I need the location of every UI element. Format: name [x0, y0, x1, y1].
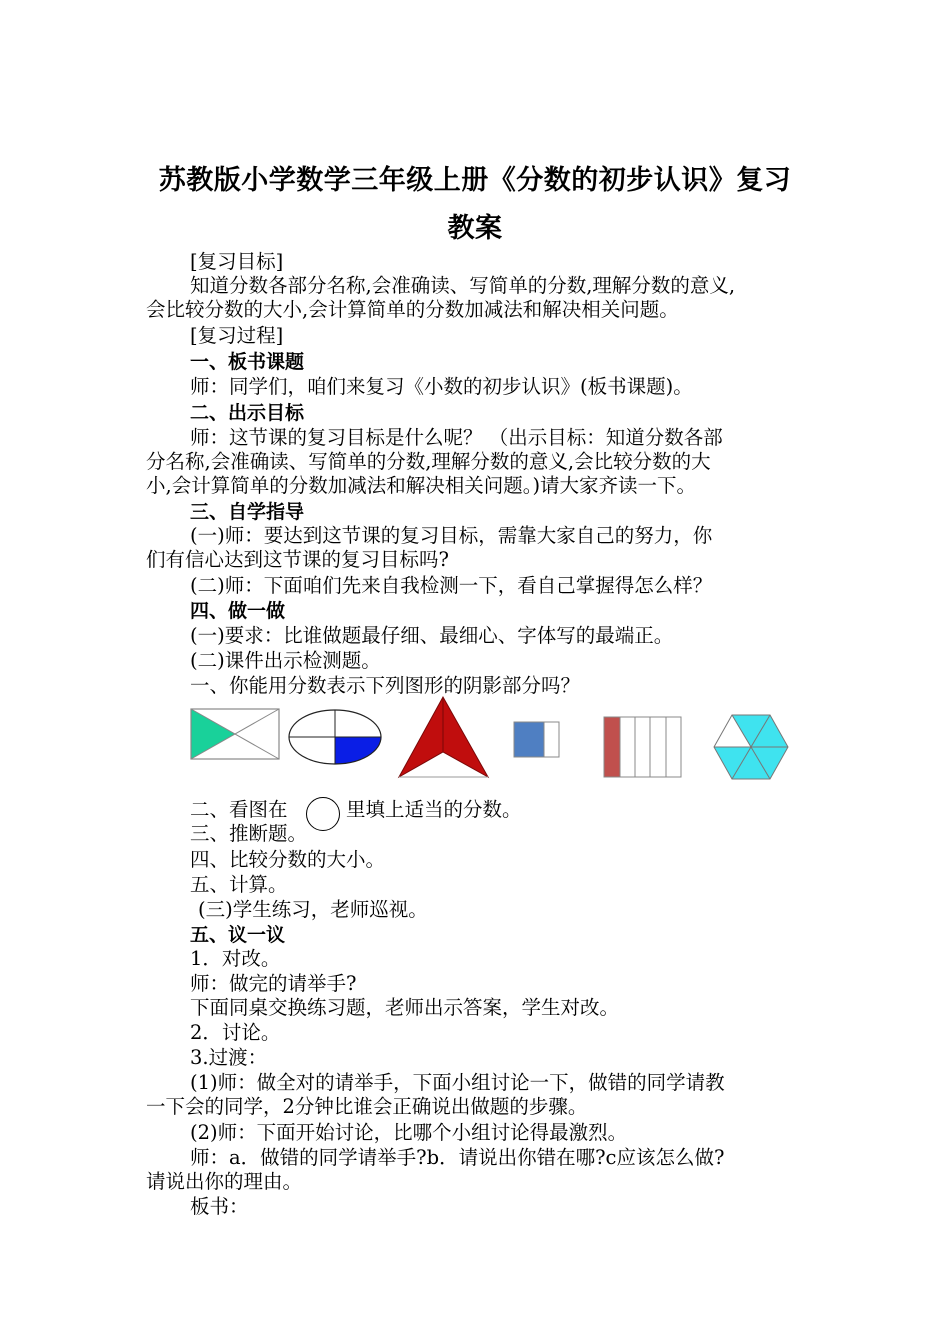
document-title-line2: 教案	[447, 213, 503, 244]
paragraph: 3.过渡：	[190, 1046, 268, 1069]
paragraph: 师：a．做错的同学请举手?b．请说出你错在哪?c应该怎么做?	[190, 1146, 725, 1169]
ellipse-outline	[289, 710, 381, 764]
paragraph: 分名称,会准确读、写简单的分数,理解分数的意义,会比较分数的大	[146, 450, 711, 473]
question-4: 四、比较分数的大小。	[190, 848, 386, 871]
paragraph: 师：这节课的复习目标是什么呢？ （出示目标：知道分数各部	[190, 426, 723, 449]
hexagon-shaded-part	[732, 715, 770, 747]
section-label-process: [复习过程]	[190, 324, 284, 347]
square-shaded-part	[514, 722, 544, 757]
question-3: 三、推断题。	[190, 822, 308, 845]
hexagon-outline	[714, 715, 788, 779]
section-label-goals: [复习目标]	[190, 250, 284, 273]
strips-figure	[604, 717, 681, 777]
document-title-line1: 苏教版小学数学三年级上册《分数的初步认识》复习	[158, 165, 792, 196]
paragraph: 板书：	[190, 1195, 249, 1218]
goal-text-line2: 会比较分数的大小,会计算简单的分数加减法和解决相关问题。	[146, 298, 679, 321]
envelope-diagonal	[191, 709, 279, 759]
strip-shaded-part	[604, 717, 620, 777]
question-2-suffix: 里填上适当的分数。	[346, 798, 522, 821]
heading-3: 三、自学指导	[190, 501, 305, 523]
heading-2: 二、出示目标	[190, 402, 305, 424]
hexagon-divider	[732, 715, 770, 779]
hexagon-shaded-part	[751, 715, 788, 747]
question-5: 五、计算。	[190, 873, 288, 896]
paragraph: (一)要求：比谁做题最仔细、最细心、字体写的最端正。	[190, 624, 674, 647]
paragraph: (二)课件出示检测题。	[190, 649, 381, 672]
goal-text-line1: 知道分数各部分名称,会准确读、写简单的分数,理解分数的意义,	[190, 274, 736, 297]
paragraph: (三)学生练习，老师巡视。	[198, 898, 428, 921]
envelope-diagonal	[191, 709, 279, 759]
heading-4: 四、做一做	[190, 600, 286, 622]
paragraph: 请说出你的理由。	[146, 1170, 303, 1193]
triangle-figure	[399, 697, 488, 777]
triangle-shape	[399, 697, 488, 777]
paragraph: (一)师：要达到这节课的复习目标，需靠大家自己的努力，你	[190, 524, 713, 547]
hexagon-divider	[732, 715, 770, 779]
answer-circle-icon	[306, 797, 340, 831]
envelope-figure	[191, 709, 279, 759]
paragraph: 下面同桌交换练习题，老师出示答案，学生对改。	[190, 996, 620, 1019]
heading-5: 五、议一议	[190, 924, 286, 946]
envelope-outline	[191, 709, 279, 759]
ellipse-shaded-part	[335, 737, 381, 764]
paragraph: (2)师：下面开始讨论，比哪个小组讨论得最激烈。	[190, 1121, 628, 1144]
hexagon-shaded-part	[732, 747, 770, 779]
paragraph: 师：做完的请举手?	[190, 972, 357, 995]
ellipse-figure	[289, 710, 381, 764]
strips-outline	[604, 717, 681, 777]
paragraph: 小,会计算简单的分数加减法和解决相关问题。)请大家齐读一下。	[146, 474, 697, 497]
paragraph: 2．讨论。	[190, 1021, 281, 1044]
question-2-prefix: 二、看图在	[190, 798, 288, 821]
paragraph: (二)师：下面咱们先来自我检测一下，看自己掌握得怎么样？	[190, 574, 713, 597]
paragraph: 一下会的同学，2分钟比谁会正确说出做题的步骤。	[146, 1095, 588, 1118]
hexagon-figure	[714, 715, 788, 779]
paragraph: (1)师：做全对的请举手，下面小组讨论一下，做错的同学请教	[190, 1071, 725, 1094]
envelope-shaded-part	[191, 709, 235, 759]
paragraph: 1．对改。	[190, 947, 281, 970]
paragraph: 师：同学们，咱们来复习《小数的初步认识》(板书课题)。	[190, 375, 693, 398]
heading-1: 一、板书课题	[190, 351, 305, 373]
square-outline	[514, 722, 559, 757]
paragraph: 们有信心达到这节课的复习目标吗?	[146, 548, 449, 571]
hexagon-shaded-part	[714, 747, 751, 779]
hexagon-shaded-part	[751, 747, 788, 779]
square-figure	[514, 722, 559, 757]
question-1: 一、你能用分数表示下列图形的阴影部分吗？	[190, 674, 581, 697]
